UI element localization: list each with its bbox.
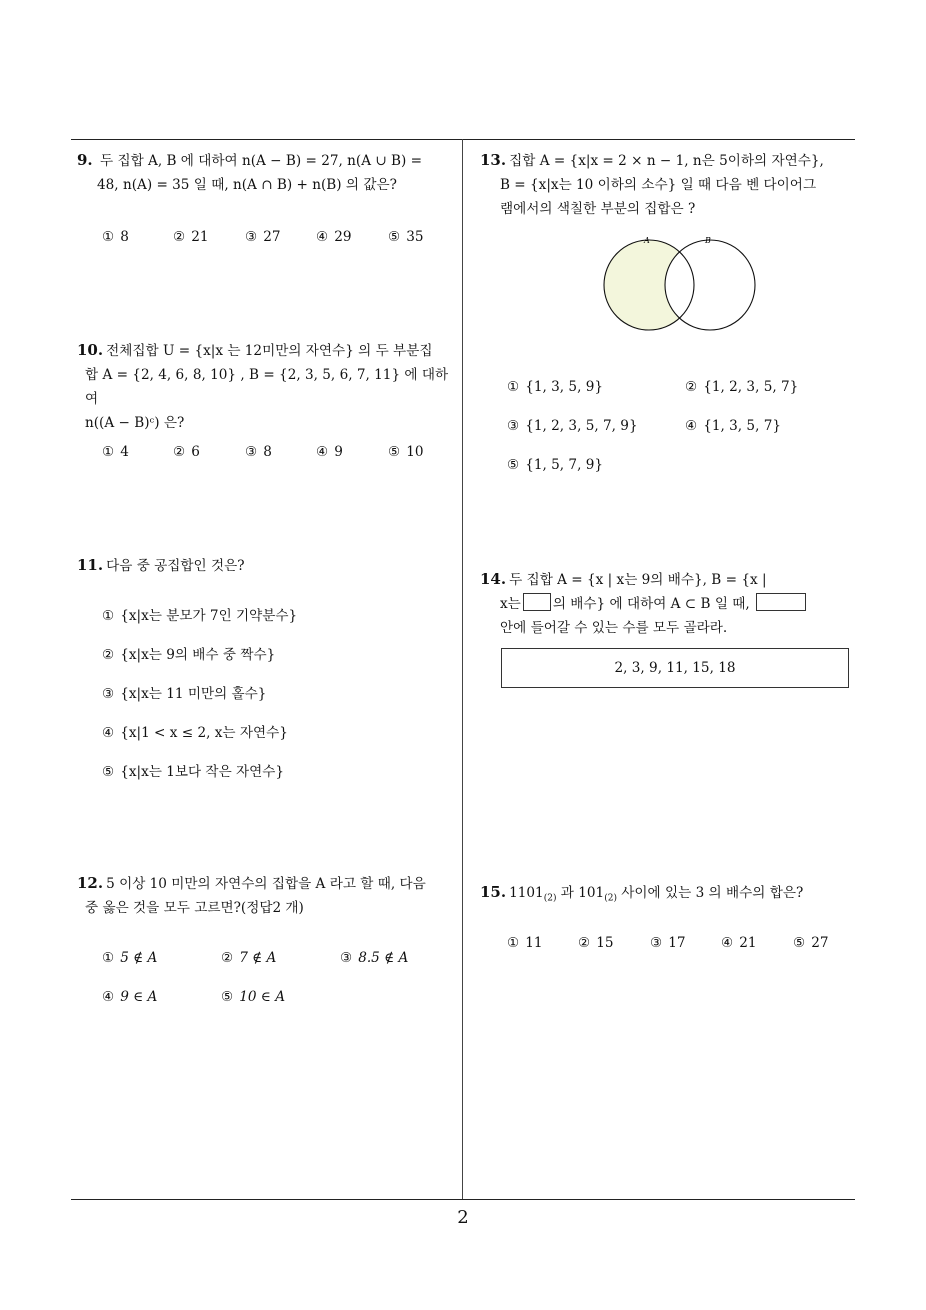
option-3[interactable]: ③ 27 <box>245 229 281 245</box>
answer-choices-box <box>501 648 849 688</box>
option-4[interactable]: ④ {x|1 < x ≤ 2, x는 자연수} <box>102 725 288 741</box>
option-3[interactable]: ③ {x|x는 11 미만의 홀수} <box>102 686 267 702</box>
option-5[interactable]: ⑤ {1, 5, 7, 9} <box>507 457 604 473</box>
option-2[interactable]: ② 15 <box>578 935 614 951</box>
top-rule <box>71 139 855 140</box>
question-text: x는 <box>500 596 521 612</box>
option-5[interactable]: ⑤ 27 <box>793 935 829 951</box>
question-text: 합 A = {2, 4, 6, 8, 10} , B = {2, 3, 5, 6, 7, 11} 에 대하여 <box>85 367 449 407</box>
question-text: 전체집합 U = {x|x 는 12미만의 자연수} 의 두 부분집 <box>106 343 433 359</box>
option-4[interactable]: ④ 9 ∈ A <box>102 989 158 1005</box>
option-4[interactable]: ④ {1, 3, 5, 7} <box>685 418 782 434</box>
option-1[interactable]: ① 8 <box>102 229 129 245</box>
question-text: 48, n(A) = 35 일 때, n(A ∩ B) + n(B) 의 값은? <box>97 177 397 193</box>
question-number: 15. <box>480 883 507 901</box>
question-text: 5 이상 10 미만의 자연수의 집합을 A 라고 할 때, 다음 <box>106 876 426 892</box>
question-text: 의 배수} 에 대하여 A ⊂ B 일 때, <box>552 596 750 612</box>
question-number: 10. <box>77 341 104 359</box>
option-4[interactable]: ④ 9 <box>316 444 343 460</box>
question-12 <box>77 871 457 920</box>
question-number: 9. <box>77 151 93 169</box>
question-number: 11. <box>77 556 104 574</box>
option-3[interactable]: ③ 17 <box>650 935 686 951</box>
option-5[interactable]: ⑤ 10 <box>388 444 424 460</box>
option-5[interactable]: ⑤ {x|x는 1보다 작은 자연수} <box>102 764 285 780</box>
option-2[interactable]: ② 21 <box>173 229 209 245</box>
venn-diagram <box>600 234 760 334</box>
column-divider <box>462 139 463 1199</box>
question-text: 과 101 <box>556 885 605 901</box>
question-9 <box>77 148 457 197</box>
page-number: 2 <box>457 1207 469 1228</box>
venn-label-b: B <box>705 236 711 245</box>
option-4[interactable]: ④ 29 <box>316 229 352 245</box>
question-text: 다음 중 공집합인 것은? <box>106 558 245 574</box>
option-5[interactable]: ⑤ 10 ∈ A <box>221 989 286 1005</box>
option-1[interactable]: ① {1, 3, 5, 9} <box>507 379 604 395</box>
question-15 <box>480 880 860 911</box>
option-1[interactable]: ① {x|x는 분모가 7인 기약분수} <box>102 608 298 624</box>
question-text: 중 옳은 것을 모두 고르면?(정답2 개) <box>85 900 304 916</box>
option-2[interactable]: ② 7 ∉ A <box>221 950 277 966</box>
question-text: 램에서의 색칠한 부분의 집합은 ? <box>500 201 696 217</box>
question-14 <box>480 567 860 640</box>
option-1[interactable]: ① 11 <box>507 935 543 951</box>
question-text: 사이에 있는 3 의 배수의 합은? <box>616 885 804 901</box>
question-text: 집합 A = {x|x = 2 × n − 1, n은 5이하의 자연수}, <box>509 153 824 169</box>
option-1[interactable]: ① 5 ∉ A <box>102 950 158 966</box>
question-text: 안에 들어갈 수 있는 수를 모두 골라라. <box>500 620 728 636</box>
venn-label-a: A <box>644 236 650 245</box>
option-2[interactable]: ② {1, 2, 3, 5, 7} <box>685 379 799 395</box>
option-3[interactable]: ③ 8 <box>245 444 272 460</box>
question-text: n((A − B)ᶜ) 은? <box>85 415 185 431</box>
option-3[interactable]: ③ {1, 2, 3, 5, 7, 9} <box>507 418 638 434</box>
question-text: 두 집합 A = {x | x는 9의 배수}, B = {x | <box>509 572 767 588</box>
option-5[interactable]: ⑤ 35 <box>388 229 424 245</box>
answer-choices: 2, 3, 9, 11, 15, 18 <box>614 660 736 676</box>
option-1[interactable]: ① 4 <box>102 444 129 460</box>
question-text: B = {x|x는 10 이하의 소수} 일 때 다음 벤 다이어그 <box>500 177 817 193</box>
bottom-rule <box>71 1199 855 1200</box>
blank-box <box>756 593 806 611</box>
question-11 <box>77 553 457 578</box>
question-number: 14. <box>480 570 507 588</box>
option-4[interactable]: ④ 21 <box>721 935 757 951</box>
subscript: (2) <box>604 893 617 904</box>
question-text: 1101 <box>509 885 544 901</box>
question-13 <box>480 148 860 221</box>
blank-box <box>523 593 551 611</box>
option-3[interactable]: ③ 8.5 ∉ A <box>340 950 409 966</box>
question-text: 두 집합 A, B 에 대하여 n(A − B) = 27, n(A ∪ B) = <box>100 153 423 169</box>
option-2[interactable]: ② 6 <box>173 444 200 460</box>
question-10 <box>77 338 457 435</box>
question-number: 12. <box>77 874 104 892</box>
question-number: 13. <box>480 151 507 169</box>
subscript: (2) <box>543 893 557 904</box>
option-2[interactable]: ② {x|x는 9의 배수 중 짝수} <box>102 647 276 663</box>
